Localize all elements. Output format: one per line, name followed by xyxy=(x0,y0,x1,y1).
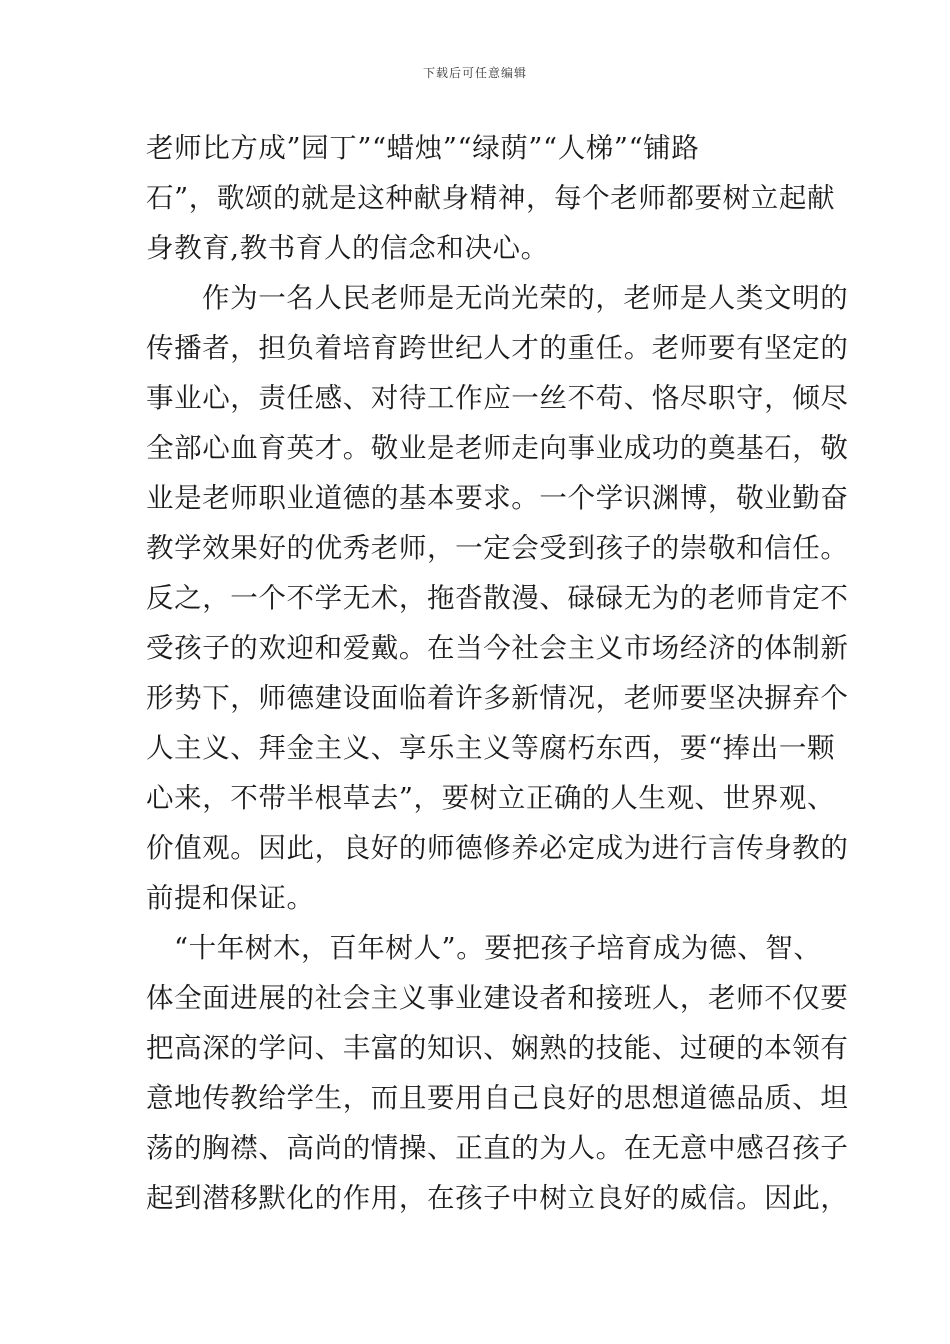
body-line: 前提和保证。 xyxy=(146,882,315,914)
paragraph-first-line: 作为一名人民老师是无尚光荣的，老师是人类文明的 xyxy=(202,282,849,314)
body-line: 老师比方成”园丁”“蜡烛”“绿荫”“人梯”“铺路 xyxy=(146,132,700,164)
page-header: 下载后可任意编辑 xyxy=(422,66,527,80)
body-line: 事业心，责任感、对待工作应一丝不苟、恪尽职守，倾尽 xyxy=(146,382,849,414)
body-line: 起到潜移默化的作用，在孩子中树立良好的威信。因此， xyxy=(146,1182,849,1214)
body-line: 业是老师职业道德的基本要求。一个学识渊博，敬业勤奋 xyxy=(146,482,849,514)
body-line: 传播者，担负着培育跨世纪人才的重任。老师要有坚定的 xyxy=(146,332,849,364)
body-line: 心来，不带半根草去”，要树立正确的人生观、世界观、 xyxy=(146,782,836,814)
body-line: 人主义、拜金主义、享乐主义等腐朽东西，要“捧出一颗 xyxy=(146,732,836,764)
body-line: 身教育,教书育人的信念和决心。 xyxy=(146,232,549,264)
body-line: 反之，一个不学无术，拖沓散漫、碌碌无为的老师肯定不 xyxy=(146,582,849,614)
body-line: 受孩子的欢迎和爱戴。在当今社会主义市场经济的体制新 xyxy=(146,632,849,664)
body-line: 价值观。因此，良好的师德修养必定成为进行言传身教的 xyxy=(146,832,849,864)
body-line: 石”，歌颂的就是这种献身精神，每个老师都要树立起献 xyxy=(146,182,836,214)
body-line: 把高深的学问、丰富的知识、娴熟的技能、过硬的本领有 xyxy=(146,1032,849,1064)
body-line: 荡的胸襟、高尚的情操、正直的为人。在无意中感召孩子 xyxy=(146,1132,849,1164)
paragraph-first-line: “十年树木，百年树人”。要把孩子培育成为德、智、 xyxy=(174,932,822,964)
body-line: 全部心血育英才。敬业是老师走向事业成功的奠基石，敬 xyxy=(146,432,849,464)
body-line: 意地传教给学生，而且要用自己良好的思想道德品质、坦 xyxy=(146,1082,849,1114)
body-line: 教学效果好的优秀老师，一定会受到孩子的崇敬和信任。 xyxy=(146,532,849,564)
body-line: 形势下，师德建设面临着许多新情况，老师要坚决摒弃个 xyxy=(146,682,849,714)
body-line: 体全面进展的社会主义事业建设者和接班人，老师不仅要 xyxy=(146,982,849,1014)
